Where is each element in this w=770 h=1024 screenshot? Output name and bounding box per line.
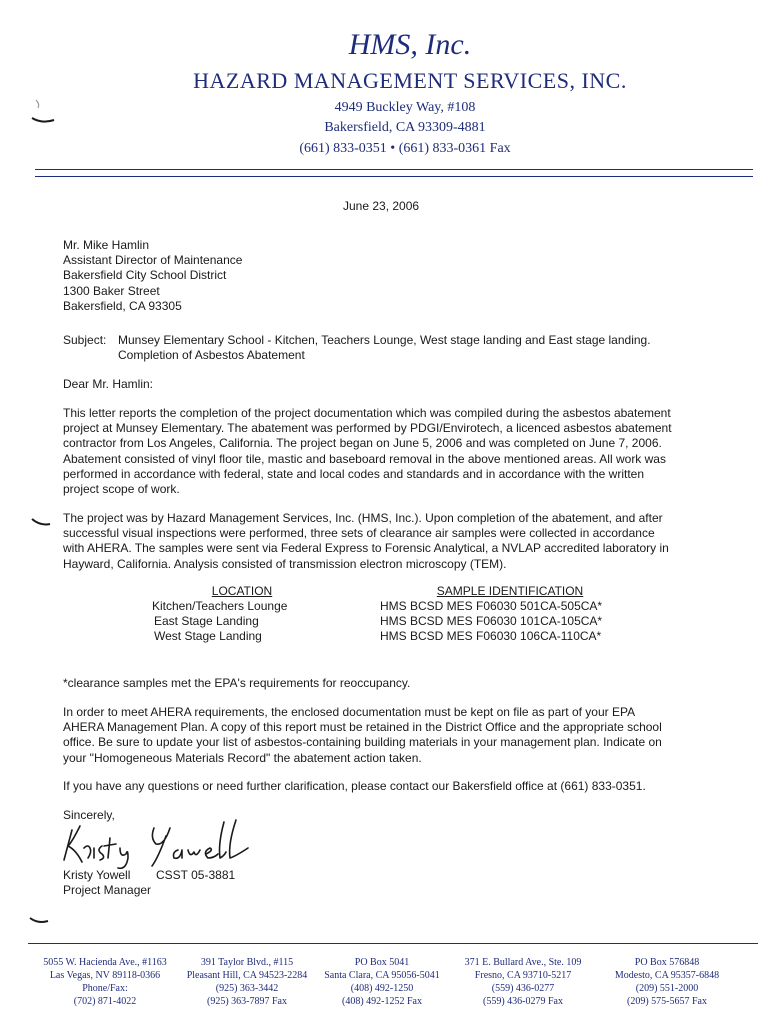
table-row <box>154 614 334 629</box>
footer-line: (559) 436-0277 <box>491 983 555 994</box>
footer-line: PO Box 5041 <box>354 957 410 968</box>
footer-line: Santa Clara, CA 95056-5041 <box>324 970 440 981</box>
footer-office-santa-clara <box>312 956 452 1008</box>
paragraph-1 <box>63 406 713 497</box>
handwritten-signature <box>58 818 268 870</box>
footer-office-fresno <box>448 956 598 1008</box>
paragraph-line: This letter reports the completion of the project documentation which was compiled during the asbestos abatement <box>63 406 671 420</box>
recipient-org: Bakersfield City School District <box>63 268 227 283</box>
signer-role: Project Manager <box>63 883 152 897</box>
table-row <box>380 614 640 629</box>
recipient-street: 1300 Baker Street <box>63 283 160 298</box>
table-row <box>152 599 332 614</box>
recipient-block <box>63 238 713 314</box>
footer-office-modesto <box>592 956 742 1008</box>
letterhead-rule-top <box>35 169 753 170</box>
letter-date: June 23, 2006 <box>343 199 420 213</box>
table-header-location: LOCATION <box>211 584 273 598</box>
footer-line: Las Vegas, NV 89118-0366 <box>49 970 161 981</box>
footer-line: PO Box 576848 <box>634 957 700 968</box>
company-logo: HMS, Inc. <box>348 28 472 61</box>
footer-office-pleasant-hill <box>172 956 322 1008</box>
paragraph-4: If you have any questions or need further clarification, please contact our Bakersfield office at (661) 833-0351. <box>63 779 646 793</box>
letterhead-rule-bottom <box>35 176 753 177</box>
paragraph-line: In order to meet AHERA requirements, the enclosed documentation must be kept on file as part of your EPA <box>63 705 636 719</box>
footer-line: Phone/Fax: <box>82 983 128 994</box>
footer-line: (408) 492-1252 Fax <box>342 996 422 1007</box>
punch-mark-icon <box>30 96 60 126</box>
paragraph-line: project at Munsey Elementary. The abatement was performed by PDGI/Envirotech, a licenced asbestos abatement <box>63 421 672 436</box>
punch-mark-icon <box>30 516 54 530</box>
punch-mark-icon <box>28 914 52 928</box>
letterhead-phone: (661) 833-0351 • (661) 833-0361 Fax <box>299 141 511 156</box>
table-cell-location: West Stage Landing <box>154 629 262 643</box>
paragraph-2 <box>63 511 713 572</box>
paragraph-line: Abatement consisted of vinyl floor tile, mastic and baseboard removal in the above mentioned areas. All work was <box>63 451 666 466</box>
footer-line: 371 E. Bullard Ave., Ste. 109 <box>464 957 582 968</box>
paragraph-line: performed in accordance with federal, state and local codes and standards and in accordance with the written <box>63 466 645 481</box>
paragraph-line: your "Homogeneous Materials Record" the abatement action taken. <box>63 750 422 765</box>
letterhead-address-line2: Bakersfield, CA 93309-4881 <box>324 120 486 135</box>
paragraph-line: Hayward, California. Analysis consisted of transmission electron microscopy (TEM). <box>63 556 507 571</box>
signer-name: Kristy Yowell <box>63 868 131 882</box>
footer-line: (209) 551-2000 <box>635 983 699 994</box>
subject-line1: Munsey Elementary School - Kitchen, Teachers Lounge, West stage landing and East stage landing. <box>118 333 651 347</box>
paragraph-line: successful visual inspections were performed, three sets of clearance air samples were collected in accordance <box>63 526 655 541</box>
recipient-city: Bakersfield, CA 93305 <box>63 298 182 313</box>
table-row <box>380 599 640 614</box>
signer-certification: CSST 05-3881 <box>156 868 236 882</box>
footer-line: 5055 W. Hacienda Ave., #1163 <box>43 957 167 968</box>
paragraph-line: office. Be sure to update your list of asbestos-containing building materials in your management plan. Indicate on <box>63 735 662 750</box>
footer-line: (559) 436-0279 Fax <box>483 996 563 1007</box>
footer-line: (408) 492-1250 <box>350 983 414 994</box>
paragraph-line: contractor from Los Angeles, California. The project began on June 5, 2006 and was completed on June 7, 2006. <box>63 436 662 451</box>
footer-line: (209) 575-5657 Fax <box>627 996 707 1007</box>
footer-line: Fresno, CA 93710-5217 <box>474 970 572 981</box>
footer-line: Pleasant Hill, CA 94523-2284 <box>186 970 308 981</box>
footer-line: (925) 363-7897 Fax <box>207 996 287 1007</box>
paragraph-3 <box>63 705 713 766</box>
footer-line: Modesto, CA 95357-6848 <box>614 970 720 981</box>
footer-office-las-vegas <box>30 956 180 1008</box>
footer-rule <box>28 943 758 944</box>
closing: Sincerely, <box>63 808 115 822</box>
recipient-title: Assistant Director of Maintenance <box>63 253 243 268</box>
table-cell-location: East Stage Landing <box>154 614 259 628</box>
table-cell-sample-id: HMS BCSD MES F06030 106CA-110CA* <box>380 629 602 643</box>
footer-line: (702) 871-4022 <box>73 996 137 1007</box>
paragraph-line: The project was by Hazard Management Services, Inc. (HMS, Inc.). Upon completion of the abatement, and after <box>63 511 663 525</box>
subject-label: Subject: <box>63 333 107 347</box>
footer-line: (925) 363-3442 <box>215 983 279 994</box>
paragraph-line: project scope of work. <box>63 482 180 497</box>
company-name: HAZARD MANAGEMENT SERVICES, INC. <box>193 68 627 93</box>
table-cell-sample-id: HMS BCSD MES F06030 501CA-505CA* <box>380 599 603 613</box>
recipient-name: Mr. Mike Hamlin <box>63 238 150 252</box>
table-header-sample-id: SAMPLE IDENTIFICATION <box>436 584 584 598</box>
salutation: Dear Mr. Hamlin: <box>63 377 154 391</box>
clearance-note: *clearance samples met the EPA's requirements for reoccupancy. <box>63 676 411 690</box>
table-cell-location: Kitchen/Teachers Lounge <box>152 599 288 613</box>
letterhead-address-line1: 4949 Buckley Way, #108 <box>334 100 476 115</box>
footer-line: 391 Taylor Blvd., #115 <box>200 957 294 968</box>
table-row <box>154 629 334 644</box>
subject-line2: Completion of Asbestos Abatement <box>118 348 305 362</box>
paragraph-line: with AHERA. The samples were sent via Federal Express to Forensic Analytical, a NVLAP accredited laboratory in <box>63 541 669 556</box>
table-row <box>380 629 640 644</box>
paragraph-line: AHERA Management Plan. A copy of this report must be retained in the District Office and the appropriate school <box>63 720 662 735</box>
table-cell-sample-id: HMS BCSD MES F06030 101CA-105CA* <box>380 614 603 628</box>
